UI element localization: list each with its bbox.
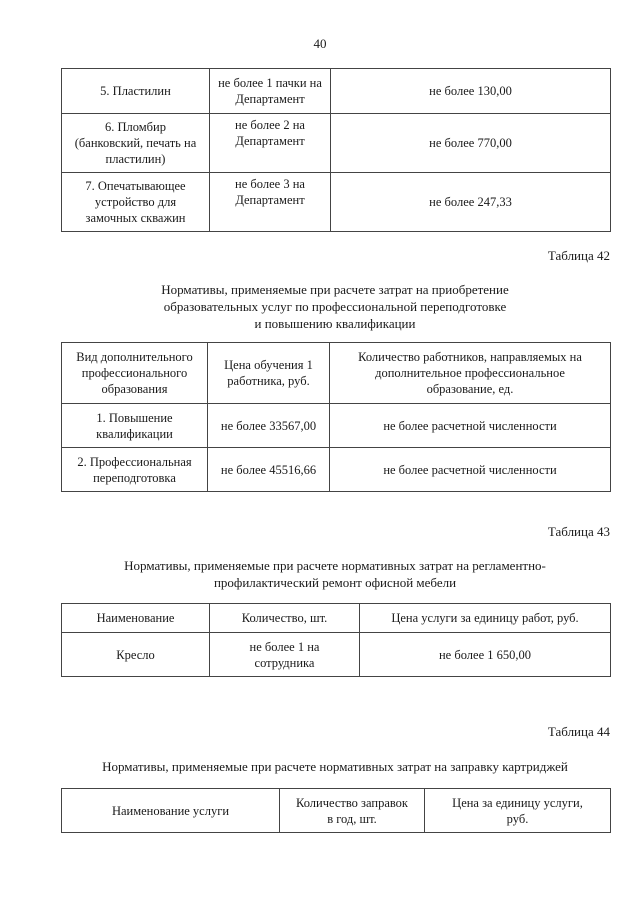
- table-row: [62, 173, 611, 232]
- table-header-row: [62, 789, 611, 833]
- table-row: [62, 69, 611, 114]
- table-cell: не более 3 на Департамент: [210, 173, 331, 232]
- header-cell: Наименование услуги: [62, 789, 280, 833]
- header-cell: Количество, шт.: [210, 604, 360, 633]
- table-cell: 7. Опечатывающее устройство для замочных скважин: [62, 173, 210, 232]
- table-cell: не более 130,00: [331, 69, 611, 114]
- table-44: [61, 788, 611, 833]
- page-number: 40: [313, 36, 327, 51]
- table-cell: не более 45516,66: [208, 448, 330, 492]
- table-cell: не более 247,33: [331, 173, 611, 232]
- table-cell: не более 1 на сотрудника: [210, 633, 360, 677]
- table-header-row: [62, 343, 611, 404]
- table-cell: не более расчетной численности: [330, 448, 611, 492]
- table-42-caption: Нормативы, применяемые при расчете затрат на приобретение образовательных услуг по профессиональной переподготовке и повышению квалификации: [161, 282, 509, 331]
- table-cell: не более 2 на Департамент: [210, 114, 331, 173]
- table-cell: 5. Пластилин: [62, 69, 210, 114]
- header-cell: Количество работников, направляемых на дополнительное профессиональное образование, ед.: [330, 343, 611, 404]
- table-44-caption: Нормативы, применяемые при расчете нормативных затрат на заправку картриджей: [102, 759, 568, 774]
- table-cell: Кресло: [62, 633, 210, 677]
- header-cell: Количество заправок в год, шт.: [280, 789, 425, 833]
- header-cell: Цена услуги за единицу работ, руб.: [360, 604, 611, 633]
- table-row: [62, 633, 611, 677]
- table-cell: не более 770,00: [331, 114, 611, 173]
- header-cell: Цена обучения 1 работника, руб.: [208, 343, 330, 404]
- table-cell: не более 33567,00: [208, 404, 330, 448]
- table-43-label: Таблица 43: [547, 524, 610, 539]
- table-continued: [61, 68, 611, 232]
- header-cell: Цена за единицу услуги, руб.: [425, 789, 611, 833]
- table-43: [61, 603, 611, 677]
- table-cell: 6. Пломбир (банковский, печать на пластилин): [62, 114, 210, 173]
- table-cell: не более 1 пачки на Департамент: [210, 69, 331, 114]
- table-row: [62, 114, 611, 173]
- table-cell: не более расчетной численности: [330, 404, 611, 448]
- header-cell: Вид дополнительного профессионального образования: [62, 343, 208, 404]
- table-44-label: Таблица 44: [547, 724, 610, 739]
- table-43-caption: Нормативы, применяемые при расчете нормативных затрат на регламентно- профилактический ремонт офисной мебели: [124, 558, 546, 590]
- table-cell: 1. Повышение квалификации: [62, 404, 208, 448]
- table-row: [62, 448, 611, 492]
- table-42: [61, 342, 611, 492]
- table-cell: не более 1 650,00: [360, 633, 611, 677]
- table-cell: 2. Профессиональная переподготовка: [62, 448, 208, 492]
- table-header-row: [62, 604, 611, 633]
- table-row: [62, 404, 611, 448]
- header-cell: Наименование: [62, 604, 210, 633]
- table-42-label: Таблица 42: [547, 248, 610, 263]
